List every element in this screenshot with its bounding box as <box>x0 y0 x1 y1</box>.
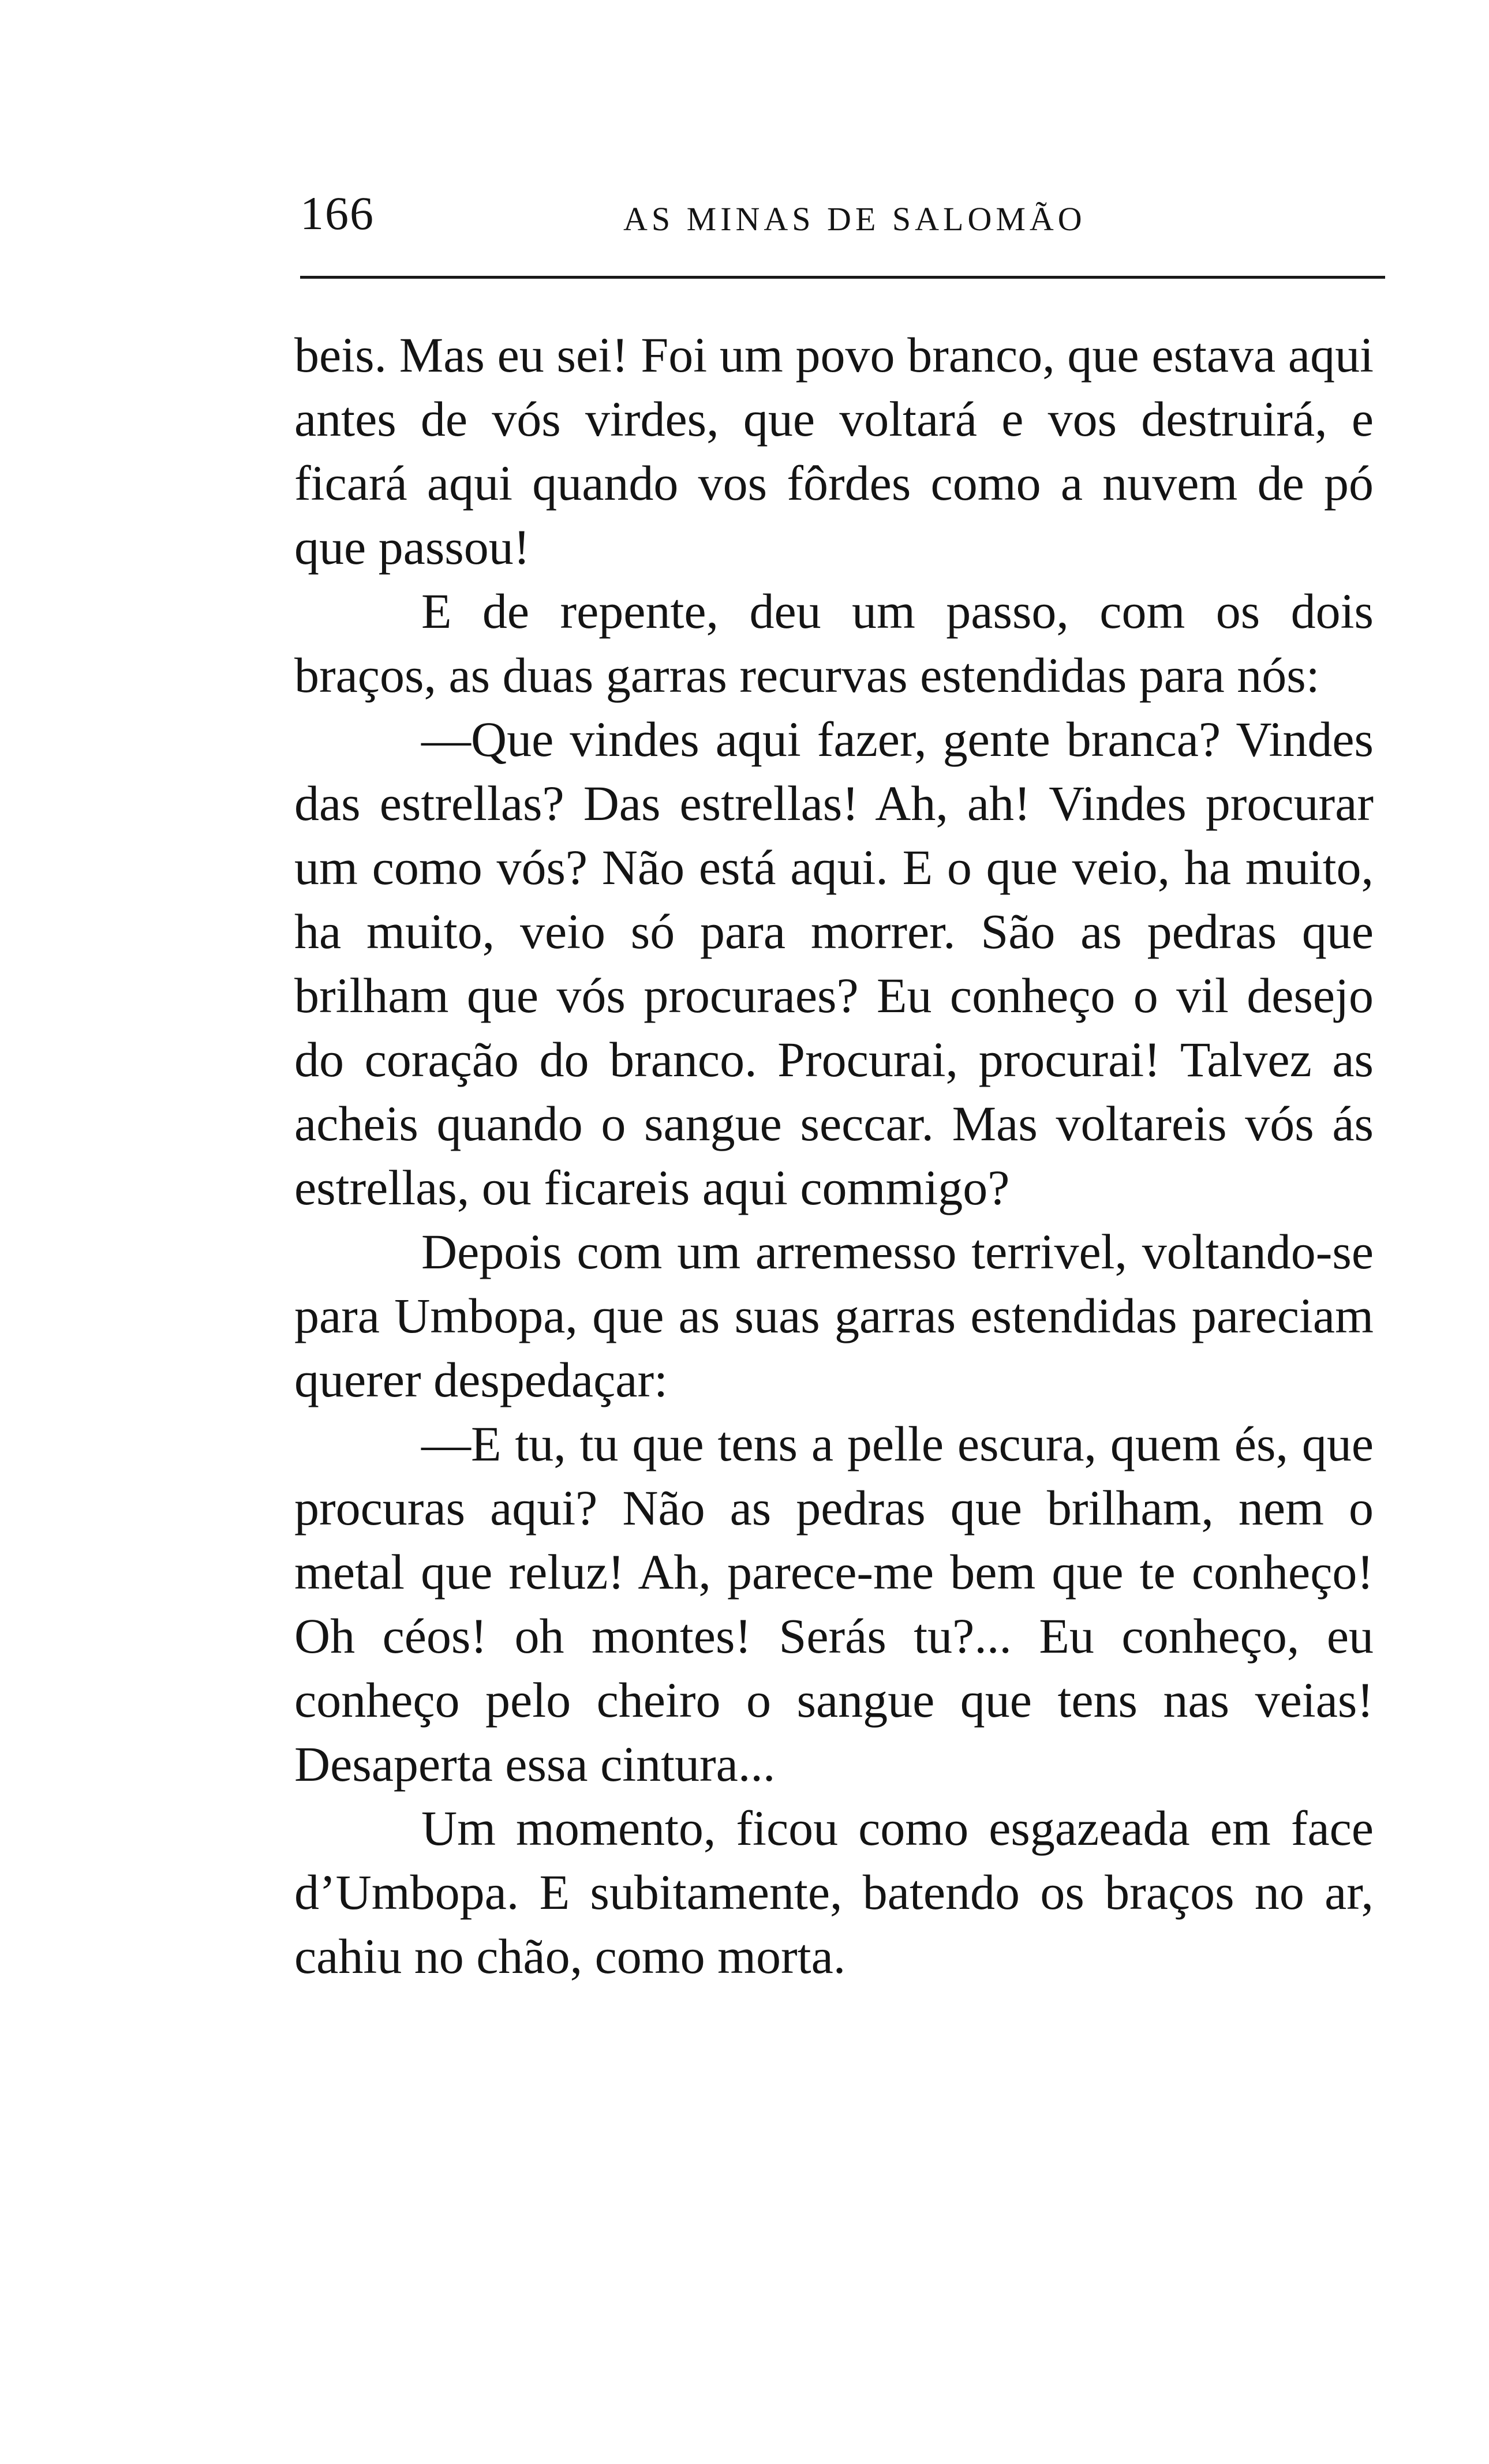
paragraph-dialogue: —E tu, tu que tens a pelle escura, quem és, que procuras aqui? Não as pedras que brilham, nem o metal que reluz! Ah, parece-me bem que te conheço! Oh céos! oh montes! Serás tu?... Eu conheço, eu conheço pelo cheiro o sangue que tens nas veias! Desaperta essa cintura... <box>294 1416 1374 1792</box>
body-text <box>294 323 1374 1989</box>
paragraph-dialogue: —Que vindes aqui fazer, gente branca? Vindes das estrellas? Das estrellas! Ah, ah! Vindes procurar um como vós? Não está aqui. E o que veio, ha muito, ha muito, veio só para morrer. São as pedras que brilham que vós procuraes? Eu conheço o vil desejo do coração do branco. Procurai, procurai! Talvez as acheis quando o sangue seccar. Mas voltareis vós ás estrellas, ou ficareis aqui commigo? <box>294 712 1374 1215</box>
paragraph-continuation: beis. Mas eu sei! Foi um povo branco, que estava aqui antes de vós virdes, que voltará e vos destruirá, e ficará aqui quando vos fôrdes como a nuvem de pó que passou! <box>294 327 1374 575</box>
paragraph: Um momento, ficou como esgazeada em face d’Umbopa. E subitamente, batendo os braços no ar, cahiu no chão, como morta. <box>294 1800 1374 1984</box>
running-title: AS MINAS DE SALOMÃO <box>623 200 1086 238</box>
running-header <box>300 173 1385 254</box>
page-number: 166 <box>300 187 375 239</box>
paragraph: E de repente, deu um passo, com os dois braços, as duas garras recurvas estendidas para nós: <box>294 583 1374 703</box>
paragraph: Depois com um arremesso terrivel, voltando-se para Umbopa, que as suas garras estendidas pareciam querer despedaçar: <box>294 1224 1374 1407</box>
header-rule <box>300 276 1385 279</box>
